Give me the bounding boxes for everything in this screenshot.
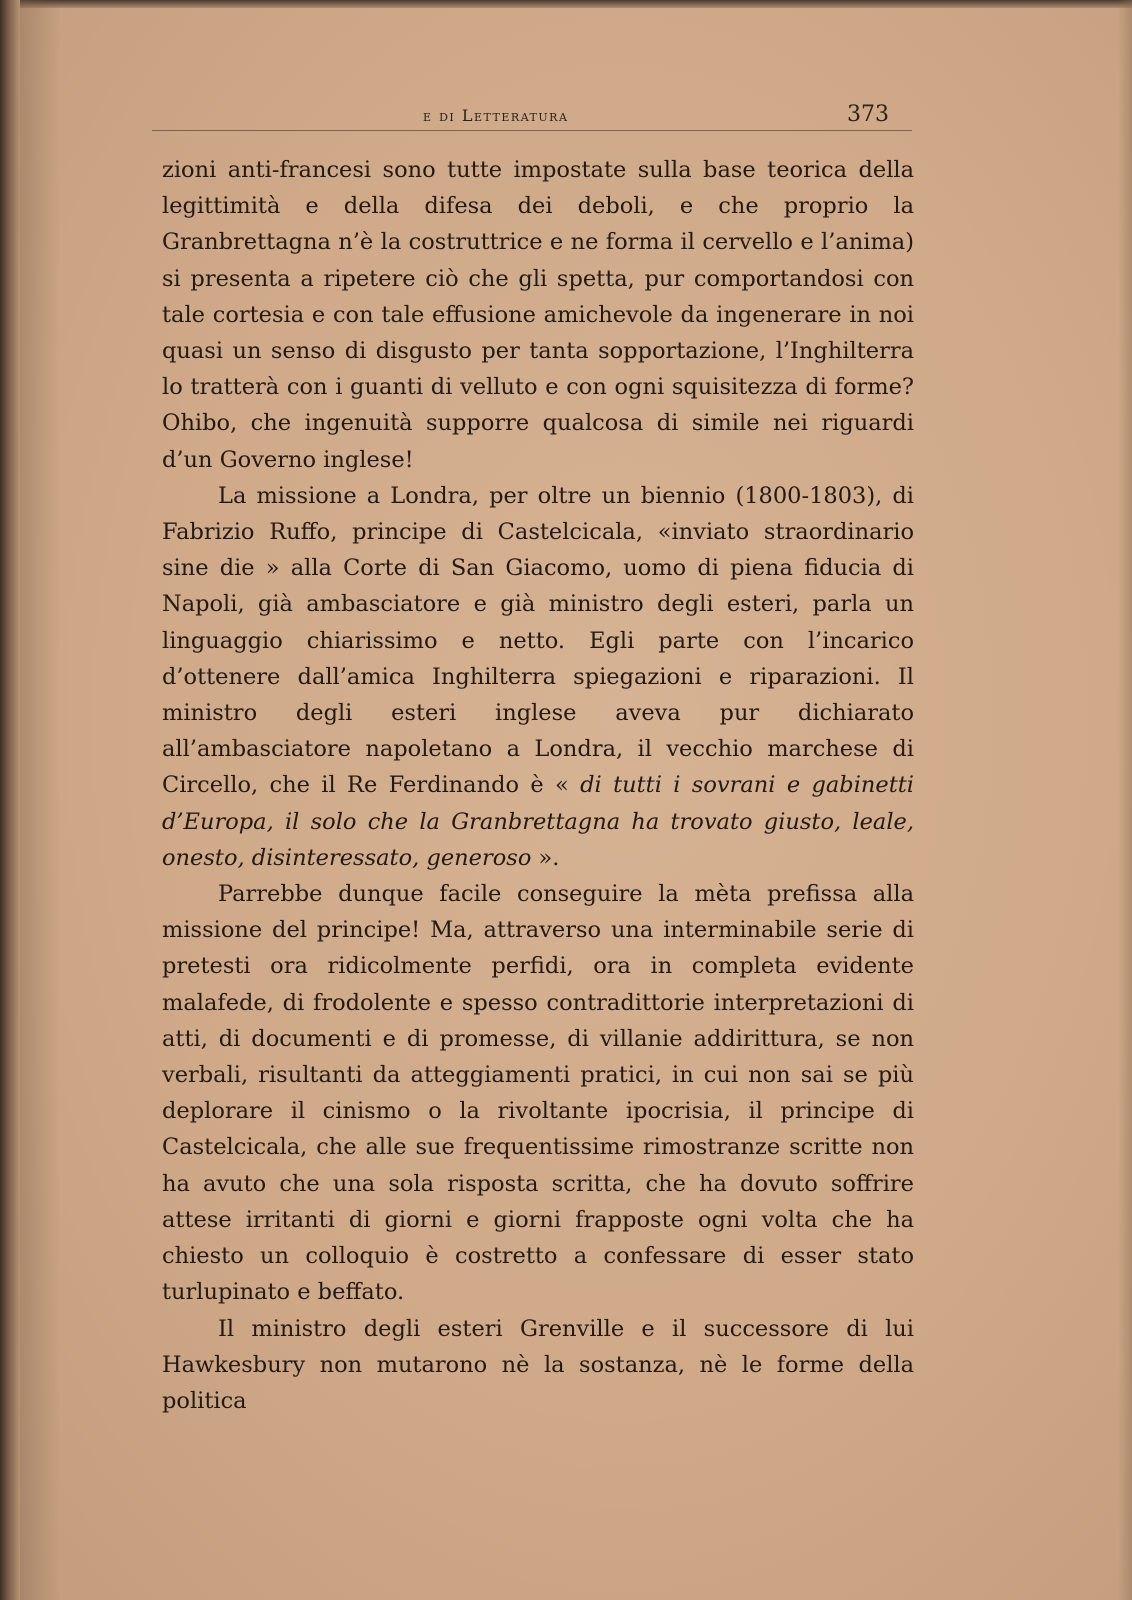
paragraph-4: Il ministro degli esteri Grenville e il successore di lui Hawkesbury non mutarono nè la sostanza, nè le forme della politica — [162, 1315, 914, 1414]
paragraph-3: Parrebbe dunque facile conseguire la mèta prefissa alla missione del principe! Ma, attraverso una interminabile serie di pretesti ora ridicolmente perfidi, ora in completa evidente malafede, di frodolente e spesso contradittorie interpretazioni di atti, di documenti e di promesse, di villanie addirittura, se non verbali, risultanti da atteggiamenti pratici, in cui non sai se più deplorare il cinismo o la rivoltante ipocrisia, il principe di Castelcicala, che alle sue frequentissime rimostranze scritte non ha avuto che una sola risposta scritta, che ha dovuto soffrire attese irritanti di giorni e giorni frapposte ogni volta che ha chiesto un colloquio è costretto a confessare di esser stato turlupinato e beffato. — [162, 881, 914, 1306]
paragraph-2-text: La missione a Londra, per oltre un biennio (1800-1803), di Fabrizio Ruffo, principe di Castelcicala, «inviato straordinario sine die » alla Corte di San Giacomo, uomo di piena fiducia di Napoli, già ambasciatore e già ministro degli esteri, parla un linguaggio chiarissimo e netto. Egli parte con l’incarico d’ottenere dall’amica Inghilterra spiegazioni e riparazioni. Il ministro degli esteri inglese aveva pur dichiarato all’ambasciatore napoletano a Londra, il vecchio marchese di Circello, che il Re Ferdinando è « — [162, 482, 914, 799]
header-rule — [152, 130, 912, 131]
page-gutter-shadow — [20, 0, 60, 1600]
running-header — [155, 102, 915, 136]
page-right-edge — [1118, 0, 1132, 1600]
page-number: 373 — [847, 102, 889, 127]
paragraph-2 — [162, 478, 914, 876]
running-title: e di Letteratura — [423, 106, 569, 125]
body-text — [162, 152, 914, 1419]
paragraph-1: zioni anti-francesi sono tutte impostate sulla base teorica della legittimità e della difesa dei deboli, e che proprio la Granbrettagna n’è la costruttrice e ne forma il cervello e l’anima) si presenta a ripetere ciò che gli spetta, pur comportandosi con tale cortesia e con tale effusione amichevole da ingenerare in noi quasi un senso di disgusto per tanta sopportazione, l’Inghilterra lo tratterà con i guanti di velluto e con ogni squisitezza di forme? Ohibo, che ingenuità supporre qualcosa di simile nei riguardi d’un Governo inglese! — [162, 157, 914, 473]
paragraph-2-quote: di tutti i sovrani e gabinetti d’Europa, il solo che la Granbrettagna ha trovato giusto, leale, onesto, disinteressato, generoso — [162, 772, 914, 871]
paragraph-2-end: ». — [531, 844, 560, 871]
page-top-edge — [0, 0, 1132, 8]
book-binding — [0, 0, 20, 1600]
